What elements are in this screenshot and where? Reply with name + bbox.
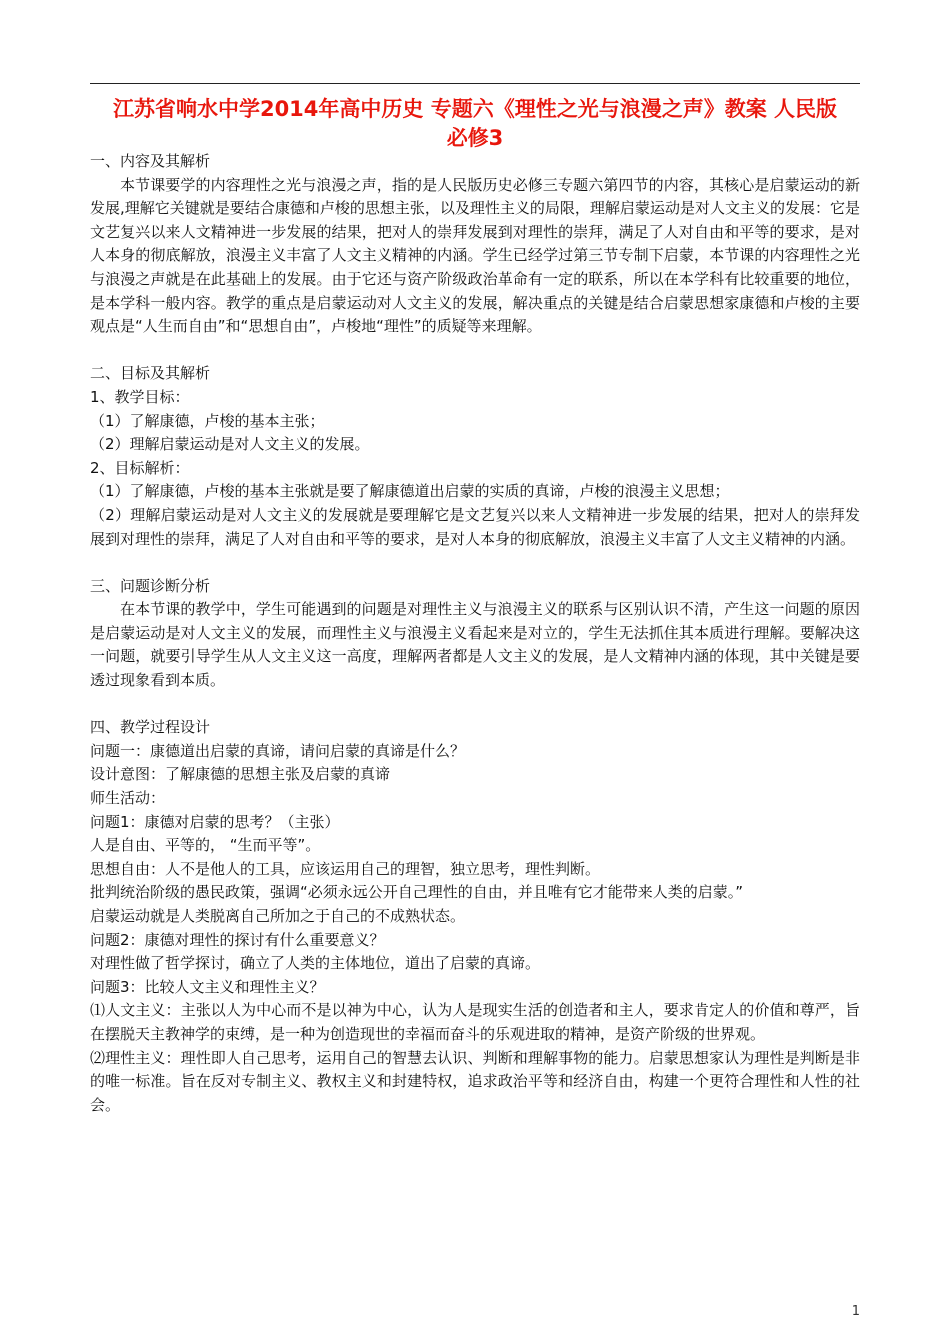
process-line-5: 人是自由、平等的， “生而平等”。 xyxy=(90,836,321,855)
title-line-1: 江苏省响水中学2014年高中历史 专题六《理性之光与浪漫之声》教案 人民版 xyxy=(112,97,838,121)
process-line-9: 问题2：康德对理性的探讨有什么重要意义？ xyxy=(90,930,385,949)
document-title xyxy=(90,95,860,153)
process-line-1: 问题一：康德道出启蒙的真谛，请问启蒙的真谛是什么？ xyxy=(90,741,466,760)
section-3-heading: 三、问题诊断分析 xyxy=(90,576,211,595)
header-rule xyxy=(90,83,860,84)
rationalism-paragraph: ⑵理性主义：理性即人自己思考，运用自己的智慧去认识、判断和理解事物的能力。启蒙思想家认为理性是判断是非的唯一标准。旨在反对专制主义、教权主义和封建特权，追求政治平等和经济自由，构建一个更符合理性和人性的社会。 xyxy=(90,1048,860,1114)
process-line-7: 批判统治阶级的愚民政策，强调“必须永远公开自己理性的自由，并且唯有它才能带来人类的启蒙。” xyxy=(90,883,744,902)
page-number: 1 xyxy=(851,1304,860,1319)
section-4-heading: 四、教学过程设计 xyxy=(90,718,211,737)
process-line-2: 设计意图：了解康德的思想主张及启蒙的真谛 xyxy=(90,765,391,784)
goal-analysis-heading: 2、目标解析： xyxy=(90,458,190,477)
process-line-3: 师生活动： xyxy=(90,789,166,808)
section-1-paragraph: 本节课要学的内容理性之光与浪漫之声，指的是人民版历史必修三专题六第四节的内容，其核心是启蒙运动的新发展,理解它关键就是要结合康德和卢梭的思想主张，以及理性主义的局限，理解启蒙运动是对人文主义的发展：它是文艺复兴以来人文精神进一步发展的结果，把对人的崇拜发展到对理性的崇拜，满足了人对自由和平等的要求，是对人本身的彻底解放，浪漫主义丰富了人文主义精神的内涵。学生已经学过第三节专制下启蒙，本节课的内容理性之光与浪漫之声就是在此基础上的发展。由于它还与资产阶级政治革命有一定的联系，所以在本学科有比较重要的地位，是本学科一般内容。教学的重点是启蒙运动对人文主义的发展，解决重点的关键是结合启蒙思想家康德和卢梭的主要观点是“人生而自由”和“思想自由”，卢梭地“理性”的质疑等来理解。 xyxy=(90,175,860,336)
process-line-6: 思想自由：人不是他人的工具，应该运用自己的理智，独立思考，理性判断。 xyxy=(90,859,601,878)
process-line-11: 问题3：比较人文主义和理性主义？ xyxy=(90,977,325,996)
humanism-paragraph: ⑴人文主义：主张以人为中心而不是以神为中心，认为人是现实生活的创造者和主人，要求肯定人的价值和尊严，旨在摆脱天主教神学的束缚，是一种为创造现世的幸福而奋斗的乐观进取的精神，是资产阶级的世界观。 xyxy=(90,1001,860,1043)
title-line-2: 必修3 xyxy=(446,126,504,150)
process-line-10: 对理性做了哲学探讨，确立了人类的主体地位，道出了启蒙的真谛。 xyxy=(90,954,541,973)
goal-analysis-1: （1）了解康德，卢梭的基本主张就是要了解康德道出启蒙的实质的真谛，卢梭的浪漫主义思想； xyxy=(90,482,730,501)
goal-analysis-2: （2）理解启蒙运动是对人文主义的发展就是要理解它是文艺复兴以来人文精神进一步发展的结果，把对人的崇拜发展到对理性的崇拜，满足了人对自由和平等的要求，是对人本身的彻底解放，浪漫主义丰富了人文主义精神的内涵。 xyxy=(90,505,860,548)
section-2-heading: 二、目标及其解析 xyxy=(90,364,211,383)
section-3-paragraph: 在本节课的教学中，学生可能遇到的问题是对理性主义与浪漫主义的联系与区别认识不清，产生这一问题的原因是启蒙运动是对人文主义的发展，而理性主义与浪漫主义看起来是对立的，学生无法抓住其本质进行理解。要解决这一问题，就要引导学生从人文主义这一高度，理解两者都是人文主义的发展，是人文精神内涵的体现，其中关键是要透过现象看到本质。 xyxy=(90,600,860,690)
teaching-goal-1: （1）了解康德，卢梭的基本主张； xyxy=(90,411,325,430)
teaching-goals-heading: 1、教学目标： xyxy=(90,387,190,406)
process-line-4: 问题1：康德对启蒙的思考？（主张） xyxy=(90,812,340,831)
document-body xyxy=(90,150,860,1117)
section-1-heading: 一、内容及其解析 xyxy=(90,152,211,170)
teaching-goal-2: （2）理解启蒙运动是对人文主义的发展。 xyxy=(90,435,370,454)
process-line-8: 启蒙运动就是人类脱离自己所加之于自己的不成熟状态。 xyxy=(90,907,466,925)
